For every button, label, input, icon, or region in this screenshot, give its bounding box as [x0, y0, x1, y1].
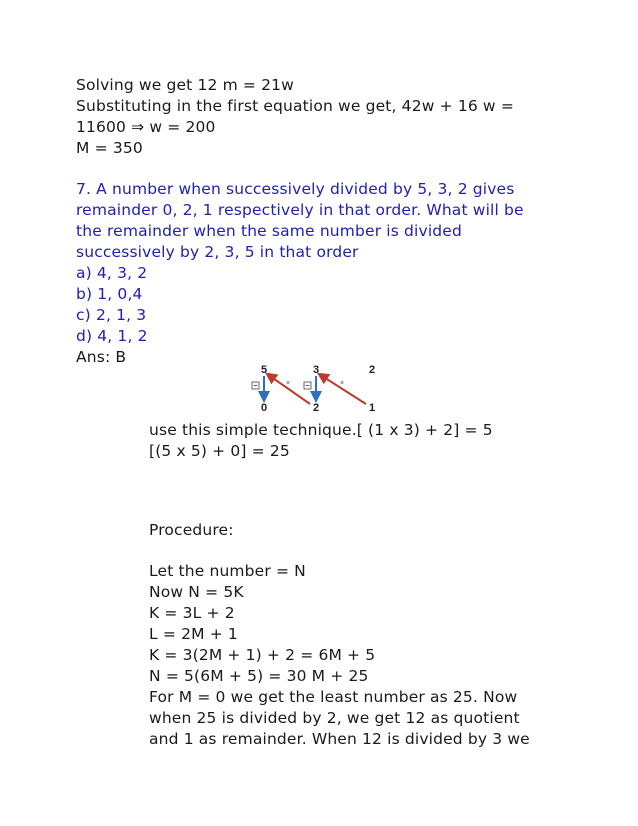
plus-box-icon-2: [304, 382, 311, 389]
solution-line-2: Substituting in the first equation we get, 42w + 16 w =: [76, 97, 514, 115]
option-a: a) 4, 3, 2: [76, 264, 148, 282]
option-c: c) 2, 1, 3: [76, 306, 147, 324]
diagram-top-2: 2: [369, 364, 376, 376]
answer: Ans: B: [76, 348, 127, 366]
diagram-bottom-2: 2: [313, 402, 320, 414]
division-diagram: [250, 360, 385, 414]
multiply-icon-2: ×: [340, 380, 345, 387]
solution-line-4: M = 350: [76, 139, 143, 157]
procedure-line-6: N = 5(6M + 5) = 30 M + 25: [149, 667, 369, 685]
procedure-line-1: Let the number = N: [149, 562, 306, 580]
technique-line-1: use this simple technique.[ (1 x 3) + 2] = 5: [149, 421, 493, 439]
procedure-line-9: and 1 as remainder. When 12 is divided by 3 we: [149, 730, 530, 748]
procedure-line-2: Now N = 5K: [149, 583, 244, 601]
diagram-bottom-1: 1: [369, 402, 376, 414]
question-line-4: successively by 2, 3, 5 in that order: [76, 243, 359, 261]
option-d: d) 4, 1, 2: [76, 327, 148, 345]
question-line-2: remainder 0, 2, 1 respectively in that order. What will be: [76, 201, 524, 219]
procedure-line-5: K = 3(2M + 1) + 2 = 6M + 5: [149, 646, 376, 664]
procedure-line-8: when 25 is divided by 2, we get 12 as quotient: [149, 709, 520, 727]
question-line-3: the remainder when the same number is divided: [76, 222, 462, 240]
procedure-heading: Procedure:: [149, 521, 234, 539]
procedure-line-3: K = 3L + 2: [149, 604, 235, 622]
multiply-icon-1: ×: [286, 380, 291, 387]
diagram-top-5: 5: [261, 364, 268, 376]
plus-box-icon-1: [252, 382, 259, 389]
option-b: b) 1, 0,4: [76, 285, 143, 303]
solution-line-3: 11600 ⇒ w = 200: [76, 118, 216, 136]
diagram-top-3: 3: [313, 364, 320, 376]
diagram-bottom-0: 0: [261, 402, 268, 414]
technique-line-2: [(5 x 5) + 0] = 25: [149, 442, 290, 460]
solution-line-1: Solving we get 12 m = 21w: [76, 76, 294, 94]
division-diagram-svg: [250, 360, 385, 414]
procedure-line-7: For M = 0 we get the least number as 25. Now: [149, 688, 518, 706]
procedure-line-4: L = 2M + 1: [149, 625, 238, 643]
question-line-1: 7. A number when successively divided by 5, 3, 2 gives: [76, 180, 515, 198]
